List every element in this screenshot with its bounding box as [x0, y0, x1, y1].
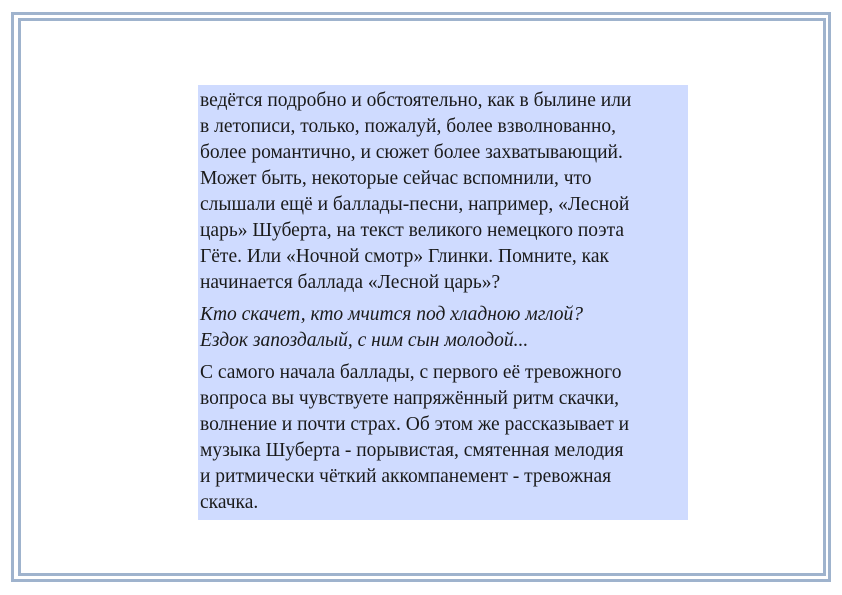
poem-quote: Кто скачет, кто мчится под хладною мглой? Ездок запоздалый, с ним сын молодой... [200, 304, 584, 351]
text-block [198, 85, 688, 520]
paragraph-intro: ведётся подробно и обстоятельно, как в былине или в летописи, только, пожалуй, более взволнованно, более романтично, и сюжет более захватывающий. Может быть, некоторые сейчас вспомнили, что слышали ещё и баллады-песни, например, «Лесной царь» Шуберта, на текст великого немецкого поэта Гёте. Или «Ночной смотр» Глинки. Помните, как начинается баллада «Лесной царь»? [200, 90, 632, 293]
paragraph-analysis: С самого начала баллады, с первого её тревожного вопроса вы чувствуете напряжённый ритм скачки, волнение и почти страх. Об этом же рассказывает и музыка Шуберта - порывистая, смятенная мелодия и ритмически чёткий аккомпанемент - тревожная скачка. [200, 362, 630, 513]
